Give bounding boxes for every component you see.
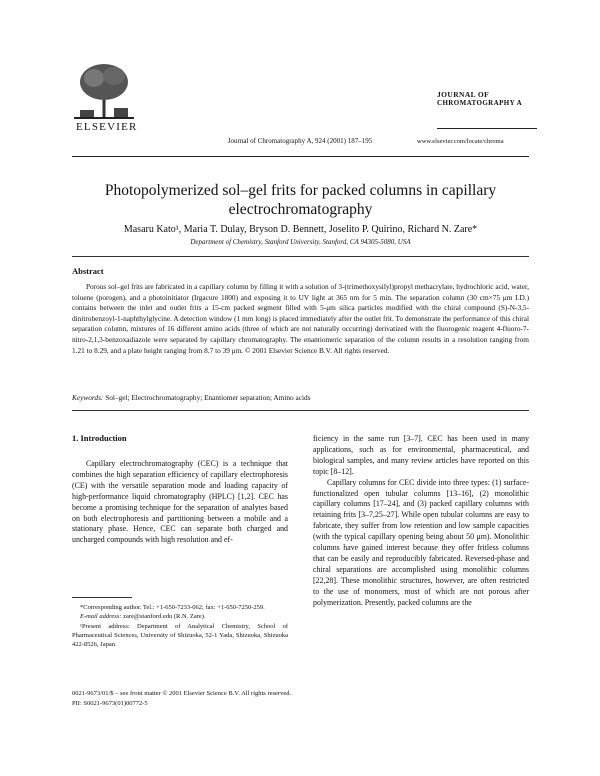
abstract-text: Porous sol–gel frits are fabricated in a capillary column by filling it with a solution of 3-(trimethoxysilyl)propyl methacrylate, hydrochloric acid, water, toluene (porogen), and a photoinitiator (Irgacure 1800) and exposing it to UV light at 365 nm for 5 min. The separation column (30 cm×75 μm I.D.) contains between the inlet and outlet frits a 15-cm packed segment filled with 5-μm silica particles modified with the chiral compound (S)-N-3,5-dinitrobenzoyl-1-naphthylglycine. A detection window (1 mm long) is placed immediately after the outlet frit. To demonstrate the performance of this chiral separation column, mixtures of 16 different amino acids (three of which are not naturally occurring) derivatized with the fluorogenic reagent 4-fluoro-7-nitro-2,1,3-benzoxadiazole were separated by capillary chromatography. The enantiomeric separation of the column results in a resolution ranging from 1.21 to 8.29, and a plate height ranging from 8.7 to 39 μm. © 2001 Elsevier Science B.V. All rights reserved.	[72, 282, 529, 355]
journal-citation: Journal of Chromatography A, 924 (2001) 187–195	[227, 137, 373, 145]
keywords	[72, 393, 529, 402]
left-column	[72, 459, 288, 546]
publisher-name: ELSEVIER	[76, 121, 138, 133]
section-heading-introduction: 1. Introduction	[72, 433, 127, 443]
abstract-heading: Abstract	[72, 266, 104, 276]
footnotes	[72, 603, 288, 649]
footnote-email-label: E-mail address:	[80, 613, 122, 621]
pii-line: PII: S0021-9673(01)00772-5	[72, 699, 148, 707]
bottom-copyright	[72, 689, 291, 708]
paper-title: Photopolymerized sol–gel frits for packed columns in capillary electrochromatography	[104, 182, 497, 218]
header-divider	[72, 156, 529, 157]
footnote-email-value[interactable]: zare@stanford.edu (R.N. Zare).	[123, 613, 206, 621]
right-col-paragraph-2: Capillary columns for CEC divide into three types: (1) surface-functionalized open tubular columns [13–16], (2) monolithic capillary columns [17–24], and (3) packed capillary columns with retaining frits [3–7,25–27]. While open tubular columns are easy to fabricate, they suffer from low retention and low sample capacities (with the typical capillary opening being about 50 μm). Monolithic columns have gained interest because they offer fritless columns that can be easily and reproducibly fabricated. Reversed-phase and chiral separations are accomplished using monolithic columns [22,28]. These monolithic structures, however, are often restricted to the use of monomers, most of which are not porous after polymerization. Presently, packed columns are the	[313, 477, 529, 607]
left-col-paragraph-1: Capillary electrochromatography (CEC) is a technique that combines the high separation efficiency of capillary electrophoresis (CE) with the versatile separation mode and loading capacity of high-performance liquid chromatography (HPLC) [1,2]. CEC has become a promising technique for the separation of analytes based on both electrophoresis and partitioning between a mobile and a stationary phase. Hence, CEC can separate both charged and uncharged compounds with high resolution and ef-	[72, 459, 288, 545]
author-list: Masaru Kato¹, Maria T. Dulay, Bryson D. Bennett, Joselito P. Quirino, Richard N. Zare*	[123, 224, 478, 235]
journal-title-logo	[437, 90, 522, 108]
journal-title-line1: JOURNAL OF	[437, 90, 490, 99]
footnote-email	[72, 612, 288, 621]
abstract-bottom-divider	[72, 410, 529, 411]
footnote-divider	[72, 597, 132, 598]
right-col-paragraph-1: ficiency in the same run [3–7]. CEC has been used in many applications, such as for environmental, pharmaceutical, and biological samples, and many review articles have reported on this topic [8–12].	[313, 434, 529, 476]
right-column	[313, 434, 529, 609]
abstract-top-divider	[72, 256, 529, 257]
footnote-corresponding: *Corresponding author. Tel.: +1-650-7233-062; fax: +1-650-7250-259.	[80, 604, 265, 611]
keywords-text: Sol–gel; Electrochromatography; Enantiomer separation; Amino acids	[105, 393, 311, 402]
elsevier-tree-logo	[74, 60, 134, 120]
affiliation: Department of Chemistry, Stanford University, Stanford, CA 94305-5080, USA	[190, 238, 411, 246]
footnote-present-address: ¹Present address: Department of Analytical Chemistry, School of Pharmaceutical Sciences, University of Shizuoka, 52-1 Yada, Shizuoka, Shizuoka 422-8526, Japan.	[72, 622, 288, 649]
journal-url[interactable]: www.elsevier.com/locate/chroma	[417, 138, 504, 145]
journal-title-rule	[437, 128, 537, 129]
keywords-label: Keywords:	[72, 393, 104, 402]
journal-title-line2: CHROMATOGRAPHY A	[437, 99, 523, 107]
front-matter-line: 0021-9673/01/$ – see front matter © 2001 Elsevier Science B.V. All rights reserved.	[72, 690, 292, 697]
